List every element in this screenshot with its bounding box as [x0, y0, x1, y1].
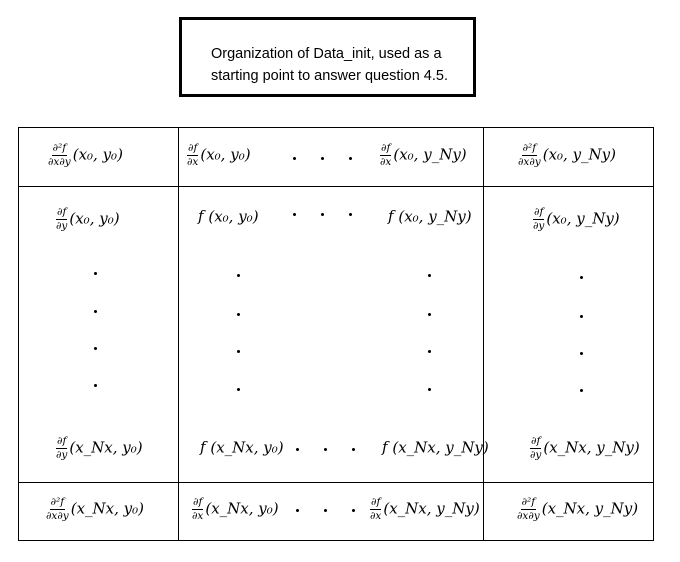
data-grid [18, 127, 654, 541]
ellipsis-dot [324, 448, 327, 451]
ellipsis-dot [94, 272, 97, 275]
cell-f-x0-y0: f (x₀, y₀) [198, 207, 259, 226]
ellipsis-dot [293, 157, 296, 160]
grid-column-divider-left [178, 127, 179, 541]
cell-fxy-x0-y0: $\frac{\text{∂²f}}{\partial x\partial y}$ (x₀, y₀) [48, 142, 123, 168]
ellipsis-dot [349, 213, 352, 216]
cell-f-x0-yNy: f (x₀, y_Ny) [388, 207, 472, 226]
ellipsis-dot [352, 448, 355, 451]
cell-fxy-xNx-yNy: $\frac{\text{∂²f}}{\partial x\partial y}$ (x_Nx, y_Ny) [517, 496, 639, 522]
grid-column-divider-right [483, 127, 484, 541]
ellipsis-dot [237, 388, 240, 391]
cell-fy-x0-y0: $\frac{\partial f}{\partial y}$ (x₀, y₀) [56, 206, 120, 232]
cell-fy-xNx-y0: $\frac{\partial f}{\partial y}$ (x_Nx, y₀) [56, 435, 143, 461]
ellipsis-dot [94, 347, 97, 350]
cell-f-xNx-y0: f (x_Nx, y₀) [200, 438, 284, 457]
grid-row-divider-bottom [18, 482, 654, 483]
ellipsis-dot [296, 509, 299, 512]
cell-fy-x0-yNy: $\frac{\partial f}{\partial y}$ (x₀, y_Ny) [533, 206, 620, 232]
ellipsis-dot [324, 509, 327, 512]
ellipsis-dot [237, 274, 240, 277]
ellipsis-dot [237, 350, 240, 353]
ellipsis-dot [580, 315, 583, 318]
ellipsis-dot [94, 384, 97, 387]
cell-fy-xNx-yNy: $\frac{\partial f}{\partial y}$ (x_Nx, y_Ny) [530, 435, 640, 461]
cell-fx-x0-yNy: $\frac{\partial f}{\partial x}$ (x₀, y_Ny) [380, 142, 467, 168]
ellipsis-dot [321, 157, 324, 160]
ellipsis-dot [94, 310, 97, 313]
cell-fx-x0-y0: $\frac{\partial f}{\partial x}$ (x₀, y₀) [187, 142, 251, 168]
ellipsis-dot [428, 388, 431, 391]
diagram-caption [179, 17, 476, 97]
ellipsis-dot [580, 276, 583, 279]
ellipsis-dot [352, 509, 355, 512]
ellipsis-dot [237, 313, 240, 316]
cell-fx-xNx-yNy: $\frac{\partial f}{\partial x}$ (x_Nx, y_Ny) [370, 496, 480, 522]
caption-line-1: Organization of Data_init, used as a [211, 46, 442, 62]
cell-fx-xNx-y0: $\frac{\partial f}{\partial x}$ (x_Nx, y₀) [192, 496, 279, 522]
grid-row-divider-top [18, 186, 654, 187]
caption-line-2: starting point to answer question 4.5. [211, 68, 448, 84]
ellipsis-dot [349, 157, 352, 160]
cell-fxy-xNx-y0: $\frac{\text{∂²f}}{\partial x\partial y}$ (x_Nx, y₀) [46, 496, 144, 522]
ellipsis-dot [321, 213, 324, 216]
ellipsis-dot [428, 350, 431, 353]
cell-f-xNx-yNy: f (x_Nx, y_Ny) [382, 438, 489, 457]
ellipsis-dot [428, 313, 431, 316]
cell-fxy-x0-yNy: $\frac{\text{∂²f}}{\partial x\partial y}$ (x₀, y_Ny) [518, 142, 617, 168]
ellipsis-dot [296, 448, 299, 451]
ellipsis-dot [293, 213, 296, 216]
ellipsis-dot [580, 389, 583, 392]
ellipsis-dot [428, 274, 431, 277]
ellipsis-dot [580, 352, 583, 355]
